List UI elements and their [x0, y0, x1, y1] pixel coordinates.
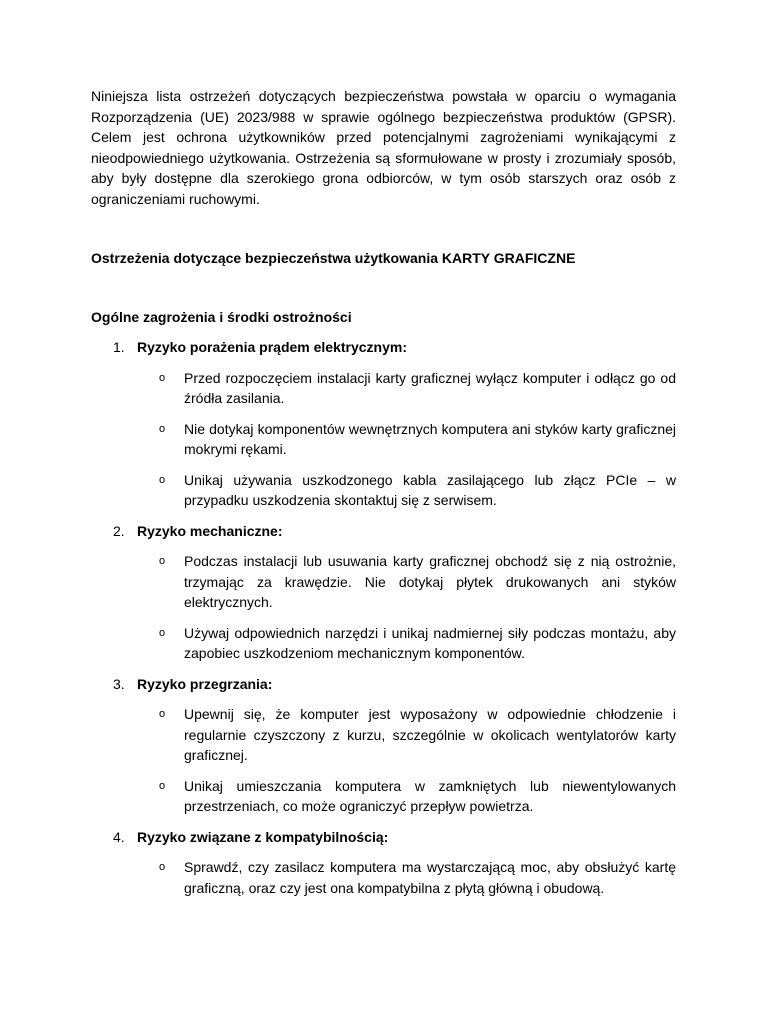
circle-bullet-icon: o	[159, 473, 166, 486]
circle-bullet-icon: o	[159, 779, 166, 792]
bullet-item	[91, 857, 676, 898]
risk-item	[91, 827, 676, 899]
bullet-list	[91, 857, 676, 898]
risk-item	[91, 337, 676, 511]
bullet-text: Unikaj używania uszkodzonego kabla zasilającego lub złącz PCIe – w przypadku uszkodzenia skontaktuj się z serwisem.	[184, 471, 676, 508]
risk-title: Ryzyko porażenia prądem elektrycznym:	[137, 339, 407, 355]
circle-bullet-icon: o	[159, 708, 166, 720]
circle-bullet-icon: o	[159, 422, 166, 435]
bullet-list	[91, 551, 676, 664]
bullet-item	[91, 704, 676, 766]
risk-number: 1.	[113, 339, 125, 355]
bullet-list	[91, 368, 676, 511]
circle-bullet-icon: o	[159, 555, 166, 567]
bullet-list	[91, 704, 676, 817]
document-page	[91, 86, 676, 908]
bullet-text: Unikaj umieszczania komputera w zamkniętych lub niewentylowanych przestrzeniach, co może ograniczyć przepływ powietrza.	[184, 777, 676, 814]
risk-item	[91, 521, 676, 664]
intro-paragraph: Niniejsza lista ostrzeżeń dotyczących bezpieczeństwa powstała w oparciu o wymagania Rozporządzenia (UE) 2023/988 w sprawie ogólnego bezpieczeństwa produktów (GPSR). Celem jest ochrona użytkowników przed potencjalnymi zagrożeniami wynikającymi z nieodpowiedniego użytkowania. Ostrzeżenia są sformułowane w prosty i zrozumiały sposób, aby były dostępne dla szerokiego grona odbiorców, w tym osób starszych oraz osób z ograniczeniami ruchowymi.	[91, 88, 676, 207]
bullet-text: Podczas instalacji lub usuwania karty graficznej obchodź się z nią ostrożnie, trzymając za krawędzie. Nie dotykaj płytek drukowanych ani styków elektrycznych.	[184, 553, 676, 610]
bullet-item	[91, 551, 676, 613]
bullet-item	[91, 623, 676, 664]
bullet-text: Przed rozpoczęciem instalacji karty graficznej wyłącz komputer i odłącz go od źródła zasilania.	[184, 369, 676, 406]
circle-bullet-icon: o	[159, 626, 166, 639]
risk-item	[91, 674, 676, 817]
bullet-item	[91, 419, 676, 460]
circle-bullet-icon: o	[159, 371, 166, 384]
risk-title: Ryzyko mechaniczne:	[137, 522, 283, 539]
bullet-item	[91, 470, 676, 511]
document-heading: Ostrzeżenia dotyczące bezpieczeństwa użytkowania KARTY GRAFICZNE	[91, 250, 576, 266]
risk-title: Ryzyko przegrzania:	[137, 675, 273, 692]
circle-bullet-icon: o	[159, 861, 166, 873]
risk-title: Ryzyko związane z kompatybilnością:	[137, 828, 389, 845]
risk-number: 2.	[113, 522, 125, 539]
bullet-text: Używaj odpowiednich narzędzi i unikaj nadmiernej siły podczas montażu, aby zapobiec uszkodzeniom mechanicznym komponentów.	[184, 624, 676, 661]
bullet-item	[91, 368, 676, 409]
risk-number: 3.	[113, 675, 125, 692]
section-heading: Ogólne zagrożenia i środki ostrożności	[91, 308, 352, 325]
bullet-text: Upewnij się, że komputer jest wyposażony w odpowiednie chłodzenie i regularnie czyszczony z kurzu, szczególnie w okolicach wentylatorów karty graficznej.	[184, 706, 676, 763]
bullet-text: Nie dotykaj komponentów wewnętrznych komputera ani styków karty graficznej mokrymi rękami.	[184, 420, 676, 457]
risk-number: 4.	[113, 828, 125, 845]
risk-list	[91, 337, 676, 898]
bullet-item	[91, 776, 676, 817]
bullet-text: Sprawdź, czy zasilacz komputera ma wystarczającą moc, aby obsłużyć kartę graficzną, oraz czy jest ona kompatybilna z płytą główną i obudową.	[184, 859, 676, 896]
